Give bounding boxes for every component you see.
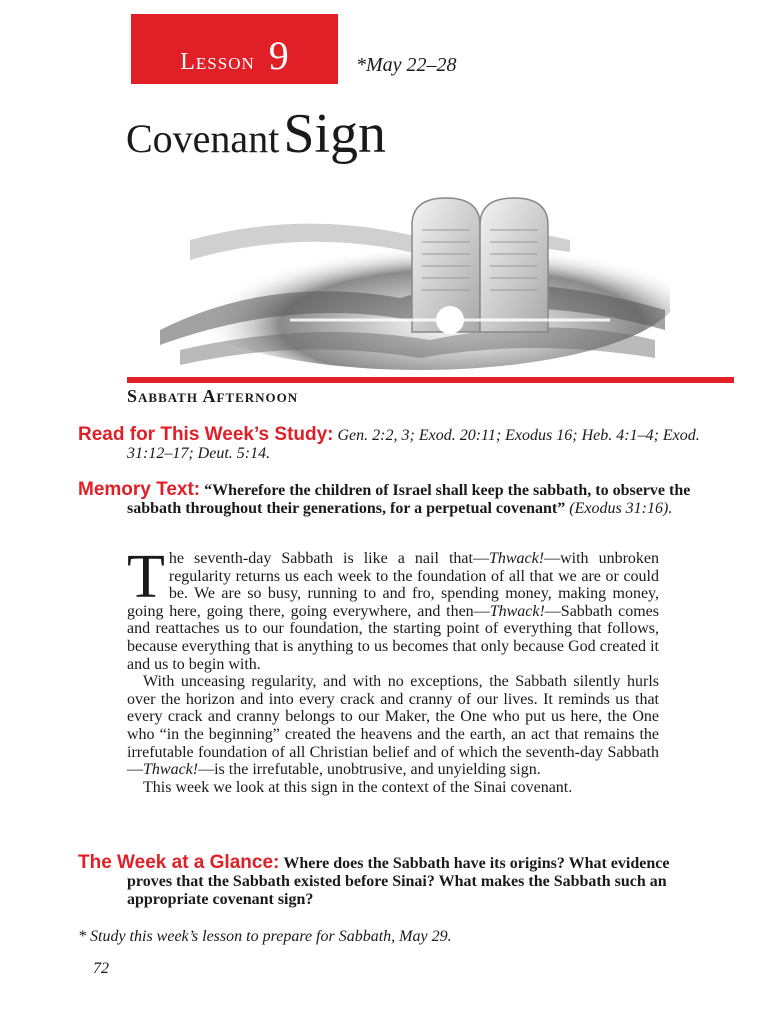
stone-tablets-icon xyxy=(412,198,548,332)
body-emphasis: Thwack! xyxy=(488,550,545,567)
lesson-dates: *May 22–28 xyxy=(356,54,457,76)
footnote: * Study this week’s lesson to prepare for Sabbath, May 29. xyxy=(78,928,452,945)
drop-cap: T xyxy=(127,543,165,611)
section-rule xyxy=(127,377,734,383)
page-number: 72 xyxy=(93,960,109,977)
lesson-badge xyxy=(131,14,338,84)
week-at-a-glance xyxy=(78,854,709,909)
lesson-body xyxy=(127,543,660,796)
body-text: —with unbroken regularity returns us each week to the foundation of all that we are or could be. We are so busy, running to and fro, spending money, making money, going here, going there, going everywhere, and then— xyxy=(127,550,660,620)
week-glance-text: Where does the Sabbath have its origins? What evidence proves that the Sabbath existed before Sinai? What makes the Sabbath such an appropriate covenant sign? xyxy=(127,855,670,908)
body-emphasis: Thwack! xyxy=(489,602,545,620)
memory-text-ref: (Exodus 31:16). xyxy=(569,500,673,517)
body-paragraph-1 xyxy=(127,543,660,673)
body-text: With unceasing regularity, and with no exceptions, the Sabbath silently hurls over the horizon and into every crack and cranny of our lives. It reminds us that every crack and cranny belongs to our Maker, the One who put us here, the One who “in the beginning” created the heavens and the earth, an act that remains the irrefutable foundation of all Christian belief and of which the seventh-day Sabbath— xyxy=(127,673,659,779)
read-for-study-label: Read for This Week’s Study: xyxy=(78,424,334,445)
week-glance-label: The Week at a Glance: xyxy=(78,852,280,873)
lesson-label: Lesson xyxy=(180,49,255,75)
memory-text-label: Memory Text: xyxy=(78,479,201,500)
memory-text-quote: “Wherefore the children of Israel shall keep the sabbath, to observe the sabbath throughout their generations, for a perpetual covenant” xyxy=(127,482,691,517)
page-title xyxy=(126,103,387,165)
read-for-study-refs: Gen. 2:2, 3; Exod. 20:11; Exodus 16; Heb. 4:1–4; Exod. 31:12–17; Deut. 5:14. xyxy=(127,427,700,462)
title-word-covenant: Covenant xyxy=(126,116,280,161)
section-heading: Sabbath Afternoon xyxy=(127,386,299,406)
title-word-sign: Sign xyxy=(283,103,387,165)
body-text: he seventh-day Sabbath is like a nail that— xyxy=(168,550,489,567)
read-for-study xyxy=(78,426,709,463)
lesson-number: 9 xyxy=(268,33,289,78)
body-text: —Sabbath comes and reattaches us to our foundation, the starting point of everything that follows, because everything that is anything to us becomes that only because God created it and us to begin with. xyxy=(127,602,660,673)
body-emphasis: Thwack! xyxy=(143,761,199,779)
body-paragraph-3: This week we look at this sign in the context of the Sinai covenant. xyxy=(143,778,573,796)
memory-text xyxy=(78,481,709,518)
body-text: —is the irrefutable, unobtrusive, and unyielding sign. xyxy=(198,761,541,779)
body-paragraph-2 xyxy=(127,673,659,779)
stone-tablets-sunset-illustration xyxy=(150,180,670,375)
